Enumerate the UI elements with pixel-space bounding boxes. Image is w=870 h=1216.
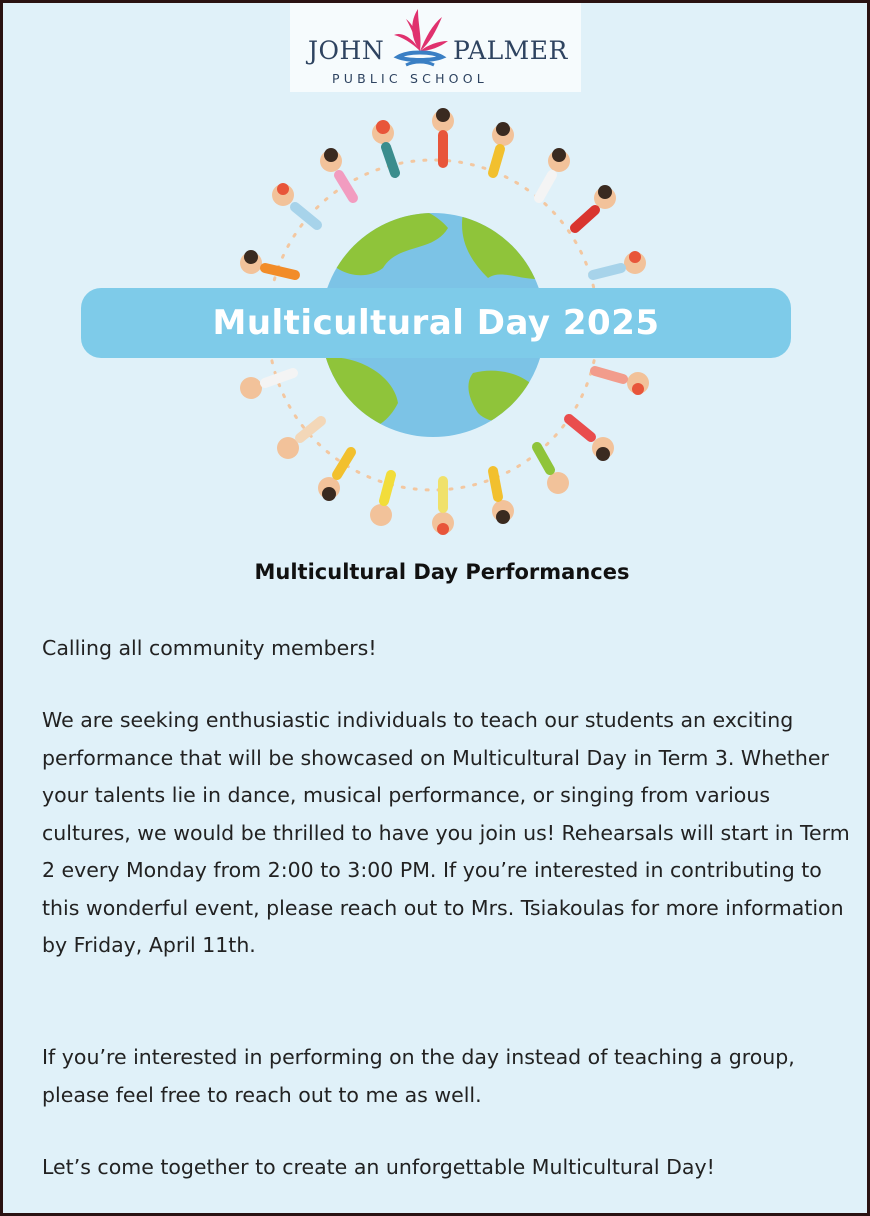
paragraph-closing: Let’s come together to create an unforgettable Multicultural Day! (42, 1155, 715, 1179)
page-heading: Multicultural Day Performances (254, 560, 630, 584)
logo-word-left: JOHN (308, 36, 385, 65)
paragraph-greeting: Calling all community members! (42, 636, 377, 660)
logo-subtitle: PUBLIC SCHOOL (332, 71, 488, 86)
flyer-page (3, 3, 867, 1213)
school-logo (290, 3, 581, 92)
lotus-icon (388, 7, 452, 69)
paragraph-performers: If you’re interested in performing on the day instead of teaching a group, please feel free to reach out to me as well. (42, 1045, 795, 1107)
event-banner (81, 288, 791, 358)
paragraph-details: We are seeking enthusiastic individuals to teach our students an exciting performance that will be showcased on Multicultural Day in Term 3. Whether your talents lie in dance, musical performance, or singing from various cultures, we would be thrilled to have you join us! Rehearsals will start in Term 2 every Monday from 2:00 to 3:00 PM. If you’re interested in contributing to this wonderful event, please reach out to Mrs. Tsiakoulas for more information by Friday, April 11th. (42, 708, 850, 957)
logo-word-right: PALMER (453, 36, 568, 65)
banner-title: Multicultural Day 2025 (212, 303, 660, 343)
